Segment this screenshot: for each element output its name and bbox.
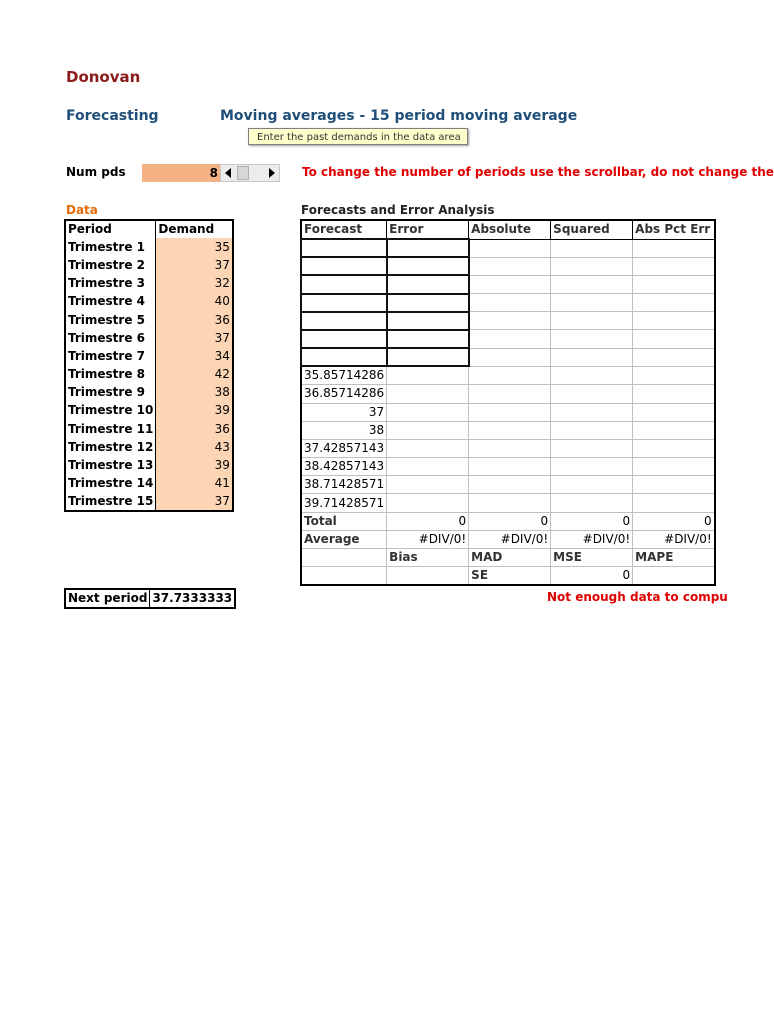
section-title: Forecasting — [66, 108, 159, 124]
demand-cell[interactable]: 42 — [156, 366, 233, 384]
scroll-right-button[interactable] — [265, 165, 279, 181]
error-analysis-cell[interactable] — [633, 348, 715, 366]
forecast-row — [301, 312, 715, 330]
error-analysis-cell[interactable] — [387, 257, 469, 275]
mad-label: MAD — [469, 549, 551, 567]
period-cell[interactable]: Trimestre 12 — [68, 439, 154, 454]
forecast-cell[interactable]: 37.42857143 — [301, 439, 387, 457]
forecast-cell[interactable] — [301, 330, 387, 348]
average-error: #DIV/0! — [387, 530, 469, 548]
empty-cell — [387, 567, 469, 586]
error-header: Error — [387, 220, 469, 239]
error-analysis-cell[interactable] — [469, 348, 551, 366]
error-analysis-cell[interactable] — [387, 239, 469, 257]
error-analysis-cell[interactable] — [387, 385, 469, 403]
demand-cell[interactable]: 37 — [156, 256, 233, 274]
error-analysis-cell[interactable] — [633, 403, 715, 421]
forecast-header: Forecast — [301, 220, 387, 239]
period-cell[interactable]: Trimestre 11 — [68, 421, 154, 436]
error-analysis-cell[interactable] — [469, 494, 551, 512]
data-row — [65, 275, 233, 293]
forecast-cell[interactable]: 36.85714286 — [301, 385, 387, 403]
forecast-row — [301, 257, 715, 275]
num-pds-cell[interactable]: 8 — [142, 164, 220, 182]
total-squared: 0 — [551, 512, 633, 530]
summary-row — [301, 567, 715, 586]
data-row — [65, 238, 233, 256]
forecast-row — [301, 239, 715, 257]
warning-text: Not enough data to compu — [547, 590, 728, 604]
next-period-table — [64, 588, 236, 609]
sheet-title: Donovan — [66, 68, 141, 86]
data-row — [65, 347, 233, 365]
error-analysis-cell[interactable] — [469, 294, 551, 312]
demand-cell[interactable]: 39 — [156, 456, 233, 474]
error-analysis-cell[interactable] — [387, 294, 469, 312]
error-analysis-cell[interactable] — [551, 458, 633, 476]
error-analysis-cell[interactable] — [469, 476, 551, 494]
error-analysis-cell[interactable] — [633, 366, 715, 385]
demand-cell[interactable]: 39 — [156, 402, 233, 420]
forecast-row — [301, 385, 715, 403]
error-analysis-cell[interactable] — [469, 366, 551, 385]
demand-cell[interactable]: 43 — [156, 438, 233, 456]
period-cell[interactable]: Trimestre 6 — [68, 330, 146, 345]
error-analysis-cell[interactable] — [551, 494, 633, 512]
total-error: 0 — [387, 512, 469, 530]
error-analysis-cell[interactable] — [633, 312, 715, 330]
total-abs-pct-err: 0 — [633, 512, 715, 530]
demand-cell[interactable]: 34 — [156, 347, 233, 365]
error-analysis-cell[interactable] — [387, 312, 469, 330]
error-analysis-cell[interactable] — [551, 439, 633, 457]
mape-label: MAPE — [633, 549, 715, 567]
data-table — [64, 219, 234, 512]
mse-label: MSE — [551, 549, 633, 567]
error-analysis-cell[interactable] — [551, 239, 633, 257]
error-analysis-cell[interactable] — [469, 385, 551, 403]
error-analysis-cell[interactable] — [469, 439, 551, 457]
demand-cell[interactable]: 36 — [156, 311, 233, 329]
error-analysis-cell[interactable] — [387, 348, 469, 366]
total-absolute: 0 — [469, 512, 551, 530]
error-analysis-cell[interactable] — [551, 275, 633, 293]
average-absolute: #DIV/0! — [469, 530, 551, 548]
period-cell[interactable]: Trimestre 7 — [68, 348, 146, 363]
period-cell[interactable]: Trimestre 13 — [68, 458, 154, 473]
period-cell[interactable]: Trimestre 5 — [68, 312, 146, 327]
forecast-row — [301, 403, 715, 421]
error-analysis-cell[interactable] — [551, 312, 633, 330]
forecast-cell[interactable]: 39.71428571 — [301, 494, 387, 512]
error-analysis-cell[interactable] — [551, 294, 633, 312]
forecast-cell[interactable] — [301, 239, 387, 257]
demand-cell[interactable]: 36 — [156, 420, 233, 438]
forecast-cell[interactable]: 37 — [301, 403, 387, 421]
error-analysis-cell[interactable] — [551, 403, 633, 421]
error-analysis-cell[interactable] — [469, 275, 551, 293]
period-cell[interactable]: Trimestre 4 — [68, 294, 146, 309]
error-analysis-cell[interactable] — [551, 385, 633, 403]
forecast-row — [301, 294, 715, 312]
forecast-row — [301, 330, 715, 348]
forecast-cell[interactable] — [301, 294, 387, 312]
demand-cell[interactable]: 40 — [156, 293, 233, 311]
data-row — [65, 456, 233, 474]
period-cell[interactable]: Trimestre 1 — [68, 239, 146, 254]
demand-cell[interactable]: 38 — [156, 384, 233, 402]
total-label: Total — [301, 512, 387, 530]
forecast-cell[interactable] — [301, 312, 387, 330]
demand-header: Demand — [156, 220, 233, 238]
forecast-cell[interactable]: 35.85714286 — [301, 366, 387, 385]
abs-pct-err-header: Abs Pct Err — [633, 220, 715, 239]
error-analysis-cell[interactable] — [387, 494, 469, 512]
instruction-text: To change the number of periods use the scrollbar, do not change the — [302, 165, 774, 179]
error-analysis-cell[interactable] — [469, 458, 551, 476]
error-analysis-cell[interactable] — [633, 476, 715, 494]
error-analysis-cell[interactable] — [633, 494, 715, 512]
period-cell[interactable]: Trimestre 15 — [68, 493, 154, 508]
error-analysis-cell[interactable] — [387, 476, 469, 494]
data-row — [65, 384, 233, 402]
average-squared: #DIV/0! — [551, 530, 633, 548]
error-analysis-cell[interactable] — [551, 330, 633, 348]
period-cell[interactable]: Trimestre 8 — [68, 367, 146, 382]
forecast-row — [301, 458, 715, 476]
data-row — [65, 311, 233, 329]
periods-scrollbar[interactable] — [220, 164, 280, 182]
error-analysis-cell[interactable] — [633, 294, 715, 312]
forecast-row — [301, 275, 715, 293]
data-row — [65, 475, 233, 493]
error-analysis-cell[interactable] — [633, 239, 715, 257]
error-analysis-cell[interactable] — [469, 312, 551, 330]
forecast-row — [301, 439, 715, 457]
error-analysis-cell[interactable] — [633, 330, 715, 348]
error-analysis-cell[interactable] — [469, 421, 551, 439]
num-pds-label: Num pds — [66, 165, 126, 179]
demand-cell[interactable]: 41 — [156, 475, 233, 493]
error-analysis-cell[interactable] — [633, 439, 715, 457]
period-header: Period — [68, 222, 112, 237]
forecast-cell[interactable] — [301, 275, 387, 293]
error-analysis-cell[interactable] — [633, 257, 715, 275]
forecast-row — [301, 494, 715, 512]
data-row — [65, 493, 233, 511]
forecast-row — [301, 348, 715, 366]
scroll-left-button[interactable] — [221, 165, 235, 181]
demand-cell[interactable]: 37 — [156, 329, 233, 347]
method-title: Moving averages - 15 period moving average — [220, 108, 578, 124]
error-analysis-cell[interactable] — [633, 421, 715, 439]
forecast-table — [300, 219, 716, 586]
summary-row — [301, 549, 715, 567]
error-analysis-cell[interactable] — [551, 257, 633, 275]
error-analysis-cell[interactable] — [633, 275, 715, 293]
absolute-header: Absolute — [469, 220, 551, 239]
error-analysis-cell[interactable] — [469, 330, 551, 348]
forecast-row — [301, 476, 715, 494]
period-cell[interactable]: Trimestre 10 — [68, 403, 154, 418]
average-abs-pct-err: #DIV/0! — [633, 530, 715, 548]
next-period-value: 37.7333333 — [152, 591, 233, 605]
data-row — [65, 256, 233, 274]
data-row — [65, 366, 233, 384]
data-row — [65, 438, 233, 456]
empty-cell — [301, 567, 387, 586]
error-analysis-cell[interactable] — [551, 348, 633, 366]
error-analysis-cell[interactable] — [469, 257, 551, 275]
period-cell[interactable]: Trimestre 3 — [68, 276, 146, 291]
data-row — [65, 402, 233, 420]
period-cell[interactable]: Trimestre 14 — [68, 476, 154, 491]
se-label: SE — [469, 567, 551, 586]
error-analysis-cell[interactable] — [387, 439, 469, 457]
error-analysis-cell[interactable] — [551, 366, 633, 385]
data-row — [65, 293, 233, 311]
forecast-row — [301, 366, 715, 385]
forecast-cell[interactable]: 38 — [301, 421, 387, 439]
summary-row — [301, 512, 715, 530]
period-cell[interactable]: Trimestre 2 — [68, 257, 146, 272]
error-analysis-cell[interactable] — [387, 458, 469, 476]
error-analysis-cell[interactable] — [387, 421, 469, 439]
error-analysis-cell[interactable] — [633, 385, 715, 403]
average-label: Average — [301, 530, 387, 548]
empty-cell — [301, 549, 387, 567]
demand-cell[interactable]: 35 — [156, 238, 233, 256]
error-analysis-cell[interactable] — [387, 330, 469, 348]
period-cell[interactable]: Trimestre 9 — [68, 385, 146, 400]
scroll-thumb[interactable] — [237, 166, 249, 180]
forecast-cell[interactable] — [301, 348, 387, 366]
error-analysis-cell[interactable] — [469, 403, 551, 421]
forecast-cell[interactable]: 38.71428571 — [301, 476, 387, 494]
data-section-label: Data — [66, 203, 98, 217]
forecast-cell[interactable]: 38.42857143 — [301, 458, 387, 476]
error-analysis-cell[interactable] — [387, 275, 469, 293]
empty-cell — [633, 567, 715, 586]
arrow-left-icon — [225, 168, 231, 178]
bias-label: Bias — [387, 549, 469, 567]
demand-cell[interactable]: 37 — [156, 493, 233, 511]
error-analysis-cell[interactable] — [469, 239, 551, 257]
next-period-label: Next period — [65, 589, 150, 608]
error-analysis-cell[interactable] — [551, 476, 633, 494]
cell-comment-tooltip: Enter the past demands in the data area — [248, 128, 468, 145]
error-analysis-cell[interactable] — [387, 366, 469, 385]
data-row — [65, 329, 233, 347]
forecast-cell[interactable] — [301, 257, 387, 275]
forecast-section-label: Forecasts and Error Analysis — [301, 203, 495, 217]
error-analysis-cell[interactable] — [551, 421, 633, 439]
summary-row — [301, 530, 715, 548]
error-analysis-cell[interactable] — [387, 403, 469, 421]
error-analysis-cell[interactable] — [633, 458, 715, 476]
data-row — [65, 420, 233, 438]
demand-cell[interactable]: 32 — [156, 275, 233, 293]
squared-header: Squared — [551, 220, 633, 239]
forecast-row — [301, 421, 715, 439]
se-value: 0 — [551, 567, 633, 586]
arrow-right-icon — [269, 168, 275, 178]
